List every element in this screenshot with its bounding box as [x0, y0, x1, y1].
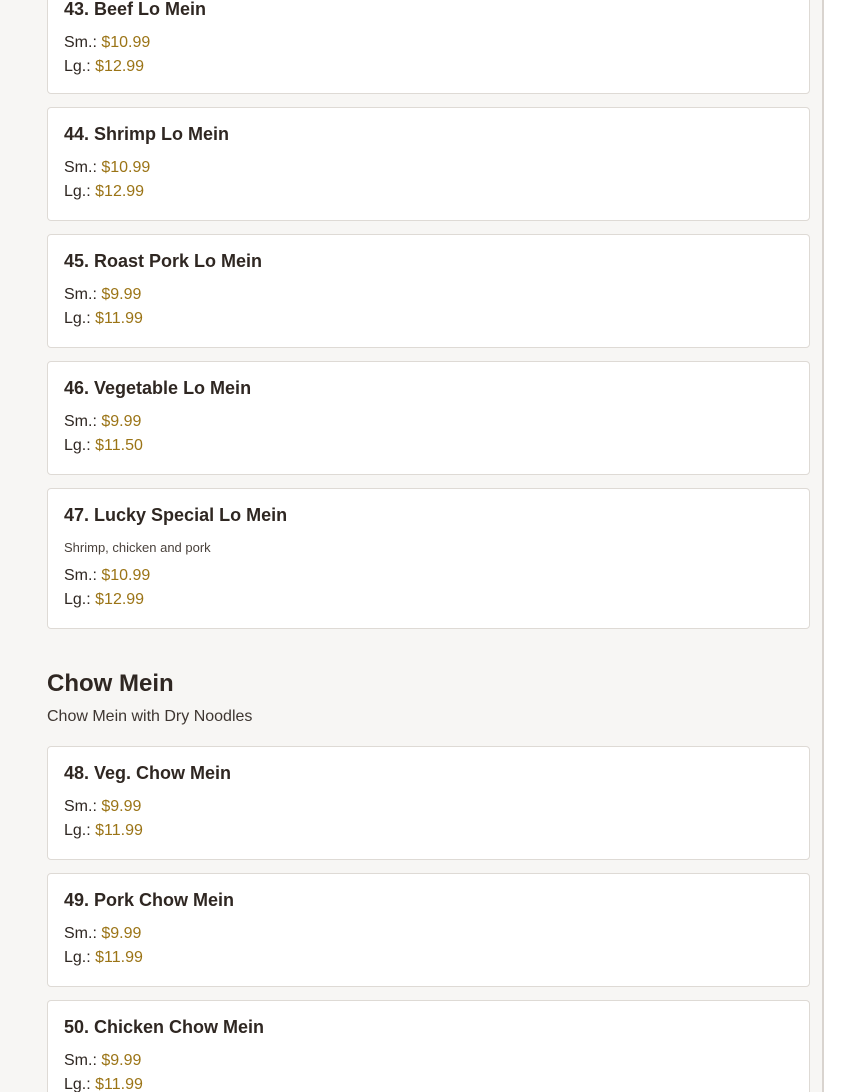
menu-item-card[interactable] — [47, 0, 810, 94]
size-label: Lg.: — [64, 183, 96, 200]
size-label: Sm.: — [64, 798, 102, 815]
price-small — [64, 798, 141, 816]
price-large — [64, 437, 143, 455]
price-large — [64, 310, 143, 328]
price-value: $11.99 — [95, 949, 143, 966]
price-small — [64, 567, 150, 585]
size-label: Sm.: — [64, 413, 102, 430]
menu-item-card[interactable] — [47, 361, 810, 475]
size-label: Lg.: — [64, 591, 96, 608]
price-large — [64, 58, 144, 76]
size-label: Lg.: — [64, 310, 96, 327]
size-label: Sm.: — [64, 34, 102, 51]
price-value: $9.99 — [101, 798, 142, 815]
size-label: Sm.: — [64, 567, 102, 584]
price-value: $11.50 — [95, 437, 143, 454]
right-gutter — [824, 0, 844, 1092]
size-label: Lg.: — [64, 949, 96, 966]
item-name: 45. Roast Pork Lo Mein — [64, 251, 263, 271]
menu-item-card[interactable] — [47, 107, 810, 221]
price-large — [64, 591, 144, 609]
price-small — [64, 159, 150, 177]
section-title: Chow Mein — [47, 670, 174, 697]
size-label: Lg.: — [64, 1076, 96, 1092]
item-name: 46. Vegetable Lo Mein — [64, 378, 252, 398]
price-small — [64, 925, 141, 943]
price-value: $12.99 — [95, 58, 145, 75]
price-value: $12.99 — [95, 591, 145, 608]
size-label: Lg.: — [64, 822, 96, 839]
price-value: $11.99 — [95, 822, 143, 839]
item-name: 47. Lucky Special Lo Mein — [64, 505, 288, 525]
price-value: $10.99 — [101, 34, 151, 51]
item-name: 43. Beef Lo Mein — [64, 0, 207, 19]
price-small — [64, 413, 141, 431]
size-label: Sm.: — [64, 925, 102, 942]
item-name: 44. Shrimp Lo Mein — [64, 124, 230, 144]
menu-item-card[interactable] — [47, 234, 810, 348]
menu-item-card[interactable] — [47, 873, 810, 987]
section-subtitle: Chow Mein with Dry Noodles — [47, 708, 253, 725]
price-value: $10.99 — [101, 159, 151, 176]
price-value: $12.99 — [95, 183, 145, 200]
size-label: Sm.: — [64, 1052, 102, 1069]
menu-item-card[interactable] — [47, 1000, 810, 1092]
size-label: Lg.: — [64, 58, 96, 75]
price-value: $9.99 — [101, 286, 142, 303]
price-large — [64, 949, 143, 967]
price-large — [64, 822, 143, 840]
price-large — [64, 1076, 143, 1092]
price-small — [64, 1052, 141, 1070]
price-value: $9.99 — [101, 925, 142, 942]
price-large — [64, 183, 144, 201]
price-value: $10.99 — [101, 567, 151, 584]
price-value: $11.99 — [95, 310, 143, 327]
item-name: 50. Chicken Chow Mein — [64, 1017, 265, 1037]
size-label: Sm.: — [64, 286, 102, 303]
price-value: $9.99 — [101, 413, 142, 430]
item-name: 48. Veg. Chow Mein — [64, 763, 232, 783]
price-value: $11.99 — [95, 1076, 143, 1092]
price-small — [64, 286, 141, 304]
item-name: 49. Pork Chow Mein — [64, 890, 235, 910]
size-label: Sm.: — [64, 159, 102, 176]
menu-item-card[interactable] — [47, 488, 810, 629]
menu-item-card[interactable] — [47, 746, 810, 860]
price-value: $9.99 — [101, 1052, 142, 1069]
item-description: Shrimp, chicken and pork — [64, 540, 211, 555]
size-label: Lg.: — [64, 437, 96, 454]
price-small — [64, 34, 150, 52]
